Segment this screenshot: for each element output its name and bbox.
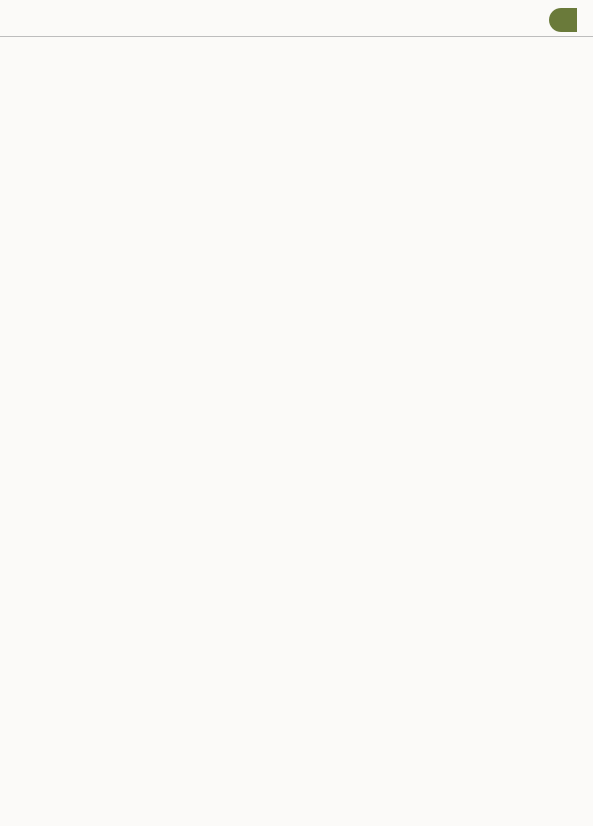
schedule-chart [234,92,564,410]
page-number-badge [549,8,577,32]
header-rule [0,36,593,37]
